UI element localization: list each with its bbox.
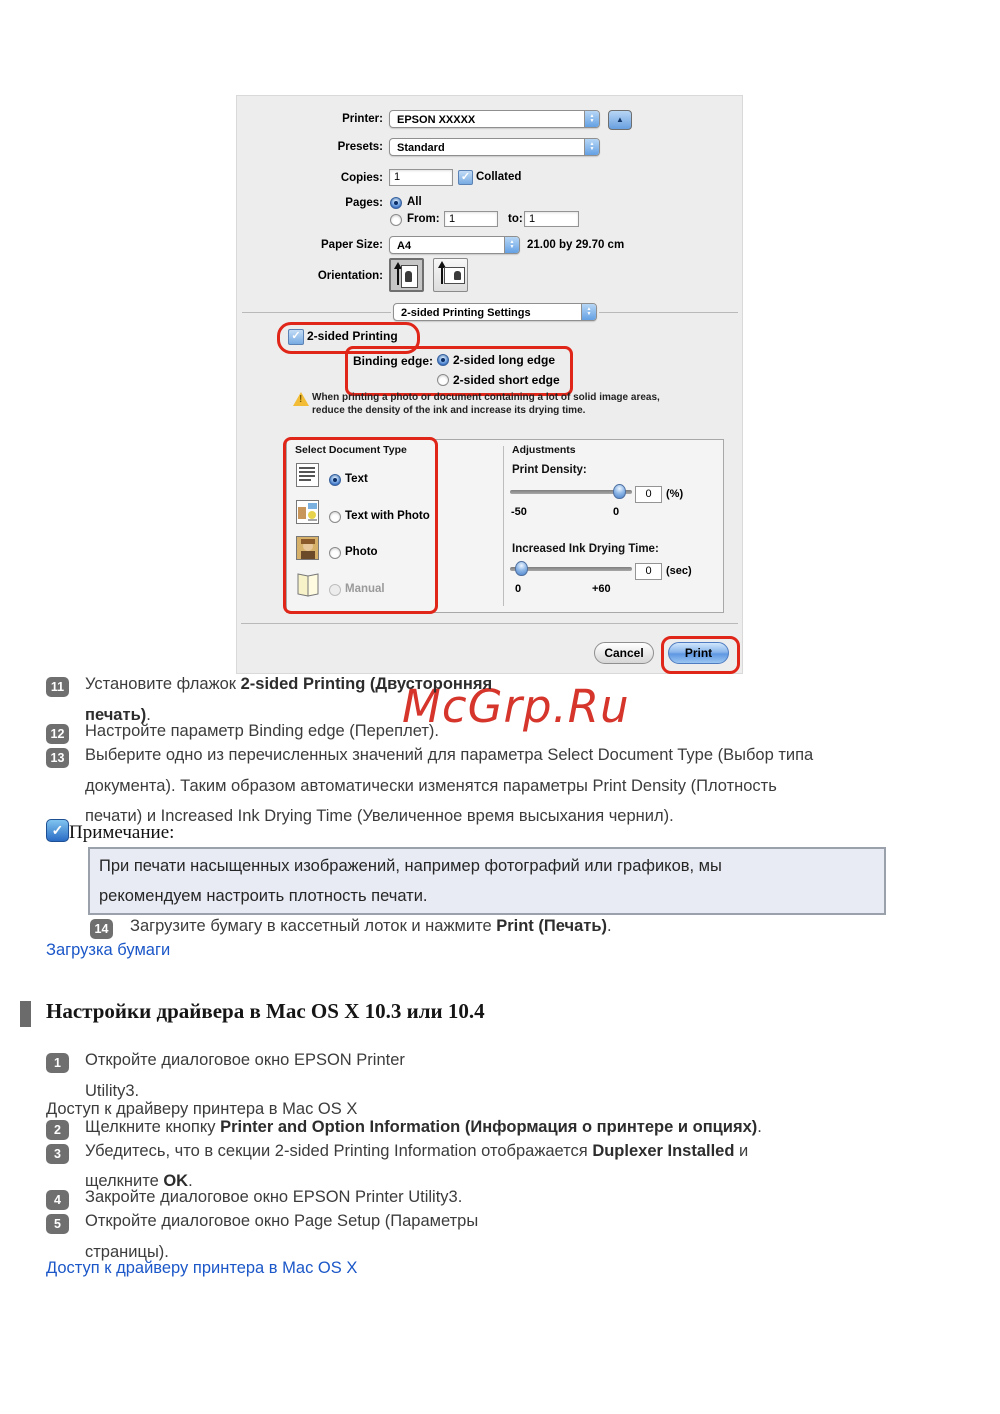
drying-time-max: +60 xyxy=(592,583,611,595)
step-13-line1: Выберите одно из перечисленных значений для параметра Select Document Type (Выбор типа xyxy=(85,746,814,764)
orientation-portrait-button[interactable] xyxy=(389,258,424,292)
print-density-label: Print Density: xyxy=(512,464,587,476)
binding-short-label: 2-sided short edge xyxy=(453,373,560,387)
collated-checkbox[interactable]: ✓ xyxy=(458,170,473,185)
binding-edge-label: Binding edge: xyxy=(353,354,433,368)
step-badge-1: 1 xyxy=(46,1053,69,1073)
stepper-icon: ▲ ▼ xyxy=(584,111,599,127)
access-driver-text: Доступ к драйверу принтера в Mac OS X xyxy=(46,1100,358,1118)
step-3-line2: щелкните OK. xyxy=(85,1172,193,1190)
annotation-binding-edge xyxy=(345,346,573,396)
step-5-line2: страницы). xyxy=(85,1243,169,1261)
pages-to-label: to: xyxy=(508,213,523,225)
step-2-text: Щелкните кнопку Printer and Option Information (Информация о принтере и опциях). xyxy=(85,1118,762,1136)
print-density-unit: (%) xyxy=(666,488,684,500)
drying-time-min: 0 xyxy=(515,583,522,595)
step-badge-2: 2 xyxy=(46,1120,69,1140)
drying-time-value[interactable]: 0 xyxy=(635,563,662,580)
collated-label: Collated xyxy=(476,171,522,183)
presets-select[interactable]: Standard ▲ ▼ xyxy=(389,138,600,156)
copies-label: Copies: xyxy=(340,172,383,184)
portrait-page-icon xyxy=(401,265,418,288)
divider xyxy=(599,312,738,313)
annotation-print-button xyxy=(661,636,740,674)
step-11-line1: Установите флажок 2-sided Printing (Двусторонняя xyxy=(85,675,493,693)
warning-text-line1: When printing a photo or document containing a lot of solid image areas, xyxy=(312,392,660,403)
drying-time-unit: (sec) xyxy=(666,565,692,577)
step-badge-3: 3 xyxy=(46,1144,69,1164)
step-1-line1: Откройте диалоговое окно EPSON Printer xyxy=(85,1051,405,1069)
binding-long-label: 2-sided long edge xyxy=(453,353,556,367)
presets-label: Presets: xyxy=(337,141,383,153)
step-badge-11: 11 xyxy=(46,677,69,697)
doc-type-title: Select Document Type xyxy=(295,444,407,456)
doc-type-text-photo-label: Text with Photo xyxy=(345,510,430,522)
stepper-icon: ▲ ▼ xyxy=(581,304,596,320)
step-12-text: Настройте параметр Binding edge (Переплет). xyxy=(85,722,439,740)
print-button[interactable]: Print xyxy=(668,642,729,664)
step-badge-4: 4 xyxy=(46,1190,69,1210)
note-box xyxy=(88,847,886,915)
copies-input[interactable]: 1 xyxy=(389,169,453,186)
step-4-text: Закройте диалоговое окно EPSON Printer Utility3. xyxy=(85,1188,463,1206)
step-3-line1: Убедитесь, что в секции 2-sided Printing Information отображается Duplexer Installed и xyxy=(85,1142,749,1160)
section-title: Настройки драйвера в Mac OS X 10.3 или 10.4 xyxy=(46,999,485,1023)
step-5-line1: Откройте диалоговое окно Page Setup (Параметры xyxy=(85,1212,479,1230)
print-dialog xyxy=(236,95,743,674)
stepper-icon: ▲ ▼ xyxy=(504,237,519,253)
cancel-button[interactable]: Cancel xyxy=(594,642,654,664)
up-arrow-icon xyxy=(441,267,443,284)
doc-type-text-label: Text xyxy=(345,473,368,485)
step-badge-13: 13 xyxy=(46,748,69,768)
step-14-text: Загрузите бумагу в кассетный лоток и нажмите Print (Печать). xyxy=(130,917,612,935)
divider xyxy=(241,623,738,624)
step-badge-5: 5 xyxy=(46,1214,69,1234)
pages-all-radio[interactable] xyxy=(390,197,402,209)
step-11-line2: печать). xyxy=(85,706,151,724)
adjustments-title: Adjustments xyxy=(512,444,576,456)
landscape-page-icon xyxy=(444,267,465,284)
two-sided-printing-checkbox[interactable]: ✓ xyxy=(288,329,304,345)
collapse-button[interactable]: ▲ xyxy=(608,110,632,130)
section-bar xyxy=(20,1001,31,1027)
paper-dimensions: 21.00 by 29.70 cm xyxy=(527,239,625,251)
paper-size-label: Paper Size: xyxy=(321,239,383,251)
orientation-landscape-button[interactable] xyxy=(433,258,468,292)
pages-label: Pages: xyxy=(345,197,383,209)
pages-from-radio[interactable] xyxy=(390,214,402,226)
warning-icon xyxy=(293,392,309,406)
print-density-thumb[interactable] xyxy=(613,484,626,499)
pages-from-label: From: xyxy=(407,213,440,225)
drying-time-slider[interactable] xyxy=(510,567,632,571)
drying-time-thumb[interactable] xyxy=(515,561,528,576)
doc-type-photo-label: Photo xyxy=(345,546,378,558)
watermark: McGrp.Ru xyxy=(402,680,630,733)
step-13-line2: документа). Таким образом автоматически изменятся параметры Print Density (Плотность xyxy=(85,777,777,795)
printer-label: Printer: xyxy=(342,113,383,125)
paper-size-select[interactable]: A4 ▲ ▼ xyxy=(389,236,520,254)
up-arrow-icon xyxy=(397,268,399,285)
note-line2: рекомендуем настроить плотность печати. xyxy=(99,887,428,905)
print-density-mid: 0 xyxy=(613,506,620,518)
doc-type-manual-label: Manual xyxy=(345,583,385,595)
divider xyxy=(242,312,391,313)
note-icon: ✓ xyxy=(46,819,69,842)
two-sided-printing-label: 2-sided Printing xyxy=(307,329,398,343)
step-badge-14: 14 xyxy=(90,919,113,939)
print-density-value[interactable]: 0 xyxy=(635,486,662,503)
note-title: Примечание: xyxy=(69,822,175,843)
note-line1: При печати насыщенных изображений, например фотографий или графиков, мы xyxy=(99,857,722,875)
pages-from-input[interactable]: 1 xyxy=(444,211,498,227)
print-density-min: -50 xyxy=(511,506,527,518)
orientation-label: Orientation: xyxy=(317,270,383,282)
step-1-line2: Utility3. xyxy=(85,1082,140,1100)
step-13-line3: печати) и Increased Ink Drying Time (Увеличенное время высыхания чернил). xyxy=(85,807,674,825)
load-paper-link[interactable]: Загрузка бумаги xyxy=(46,941,171,959)
pages-all-label: All xyxy=(407,196,422,208)
step-badge-12: 12 xyxy=(46,724,69,744)
panel-select[interactable]: 2-sided Printing Settings ▲ ▼ xyxy=(393,303,597,321)
printer-select[interactable]: EPSON XXXXX ▲ ▼ xyxy=(389,110,600,128)
stepper-icon: ▲ ▼ xyxy=(584,139,599,155)
drying-time-label: Increased Ink Drying Time: xyxy=(512,543,659,555)
warning-text-line2: reduce the density of the ink and increase its drying time. xyxy=(312,405,586,416)
annotation-doc-type xyxy=(283,437,438,614)
access-driver-link[interactable]: Доступ к драйверу принтера в Mac OS X xyxy=(46,1259,358,1277)
pages-to-input[interactable]: 1 xyxy=(524,211,579,227)
divider xyxy=(503,446,504,606)
